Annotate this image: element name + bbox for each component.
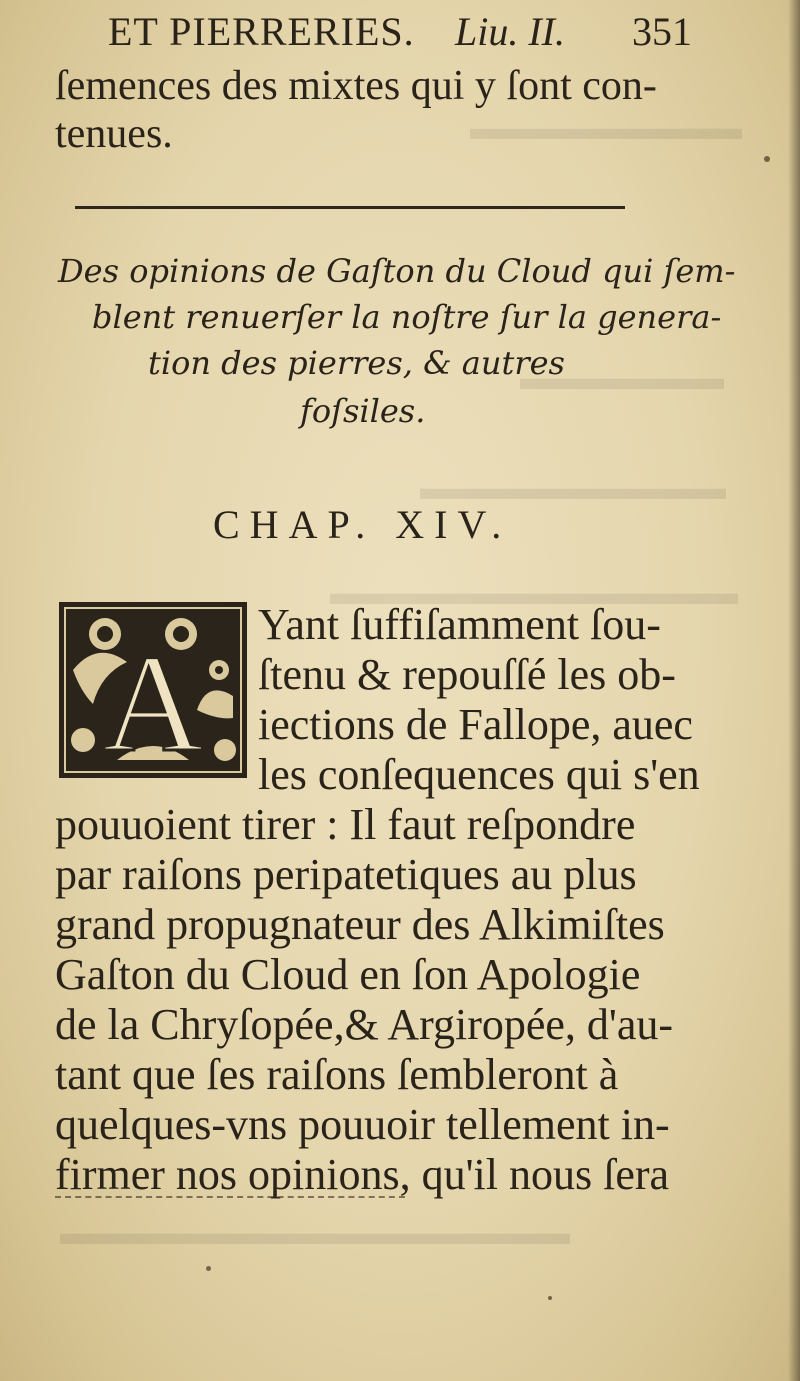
paper-speck <box>548 1296 552 1300</box>
text-line: iections de Fallope, auec <box>258 700 693 749</box>
text-line: firmer nos opinions, qu'il nous ſera <box>55 1150 670 1199</box>
show-through: ▬▬▬▬▬▬▬▬▬▬▬▬ <box>330 575 738 612</box>
book-reference: Liu. II. <box>455 9 565 54</box>
drop-cap-letter: A <box>102 626 204 780</box>
text-line: quelques-vns pouuoir tellement in- <box>55 1100 670 1149</box>
chapter-title-line: Des opinions de Gaſton du Cloud qui ſem- <box>58 252 736 290</box>
bottom-rule <box>55 1196 405 1198</box>
page-number: 351 <box>632 9 692 54</box>
text-line: ſtenu & repouſſé les ob- <box>258 650 676 699</box>
chapter-number: CHAP. XIV. <box>213 502 512 547</box>
section-rule <box>75 206 625 209</box>
show-through: ▬▬▬▬▬▬▬▬ <box>470 110 742 147</box>
show-through: ▬▬▬▬▬▬▬▬▬▬▬▬▬▬▬ <box>60 1215 570 1252</box>
paper-speck <box>764 156 770 162</box>
text-line: les conſequences qui s'en <box>258 750 700 799</box>
text-line: grand propugnateur des Alkimiſtes <box>55 900 665 949</box>
intro-line: ſemences des mixtes qui y ſont con- <box>55 63 657 109</box>
paper-speck <box>206 1266 211 1271</box>
text-line: pouuoient tirer : Il faut reſpondre <box>55 800 636 849</box>
running-header <box>108 8 698 56</box>
running-title: ET PIERRERIES. <box>108 9 415 54</box>
chapter-title-line: tion des pierres, & autres <box>148 344 565 382</box>
text-line: par raiſons peripatetiques au plus <box>55 850 637 899</box>
text-line: tant que ſes raiſons ſembleront à <box>55 1050 619 1099</box>
text-line: Gaſton du Cloud en ſon Apologie <box>55 950 641 999</box>
text-line: Yant ſuffiſamment ſou- <box>258 600 661 649</box>
intro-line: tenues. <box>55 111 173 157</box>
ornamental-initial-a <box>57 600 249 780</box>
chapter-title-line: blent renuerſer la noſtre ſur la genera- <box>92 298 722 336</box>
chapter-title-line: foſsiles. <box>300 392 426 430</box>
show-through: ▬▬▬▬▬▬▬▬▬ <box>420 470 726 507</box>
show-through: ▬▬▬▬▬▬ <box>520 360 724 397</box>
text-line: de la Chryſopée,& Argiropée, d'au- <box>55 1000 674 1049</box>
